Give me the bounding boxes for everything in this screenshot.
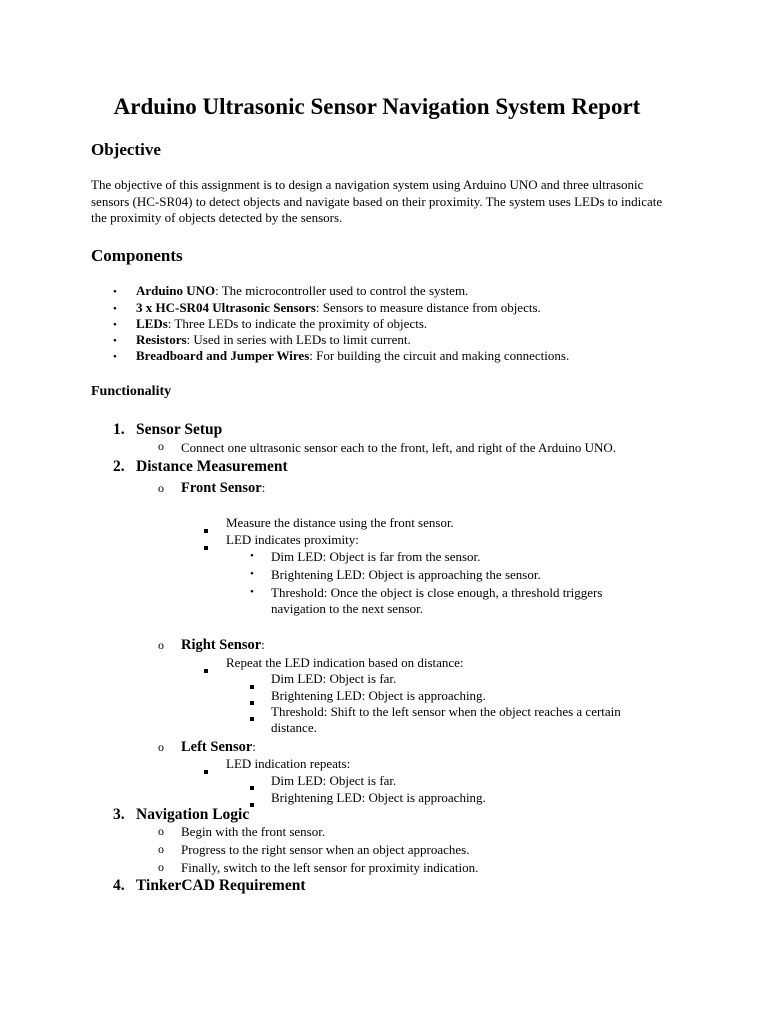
bullet-icon: • xyxy=(250,568,254,580)
page-title: Arduino Ultrasonic Sensor Navigation System Report xyxy=(113,94,641,119)
step-title: TinkerCAD Requirement xyxy=(136,877,306,894)
sensor-label: Left Sensor xyxy=(181,739,253,755)
list-item-continuation: distance. xyxy=(271,720,317,735)
component-name: 3 x HC-SR04 Ultrasonic Sensors xyxy=(136,300,316,315)
list-item xyxy=(113,332,411,348)
step-title: Navigation Logic xyxy=(136,806,250,823)
circle-bullet-icon: o xyxy=(158,740,164,754)
bullet-icon: • xyxy=(113,319,117,331)
components-heading: Components xyxy=(91,246,183,265)
list-item: Progress to the right sensor when an object approaches. xyxy=(181,842,470,857)
bullet-icon: • xyxy=(113,335,117,347)
component-name: Arduino UNO xyxy=(136,283,216,298)
sensor-subheading: Left Sensor: xyxy=(181,739,256,755)
component-name: Breadboard and Jumper Wires xyxy=(136,348,310,363)
list-item xyxy=(113,316,428,332)
list-item: Finally, switch to the left sensor for proximity indication. xyxy=(181,860,479,875)
circle-bullet-icon: o xyxy=(158,439,164,453)
step-number: 2. xyxy=(113,458,125,475)
step-number: 3. xyxy=(113,806,125,823)
step-title: Distance Measurement xyxy=(136,458,288,475)
circle-bullet-icon: o xyxy=(158,842,164,856)
list-item xyxy=(113,283,469,299)
square-bullet-icon xyxy=(250,777,254,795)
square-bullet-icon xyxy=(204,761,208,779)
component-desc: : The microcontroller used to control the system. xyxy=(215,283,469,298)
list-item: Dim LED: Object is far from the sensor. xyxy=(271,549,481,564)
list-item: LED indication repeats: xyxy=(226,756,351,771)
list-item: Brightening LED: Object is approaching. xyxy=(271,790,486,805)
component-desc: : Three LEDs to indicate the proximity of objects. xyxy=(167,316,428,331)
circle-bullet-icon: o xyxy=(158,481,164,495)
list-item: Begin with the front sensor. xyxy=(181,824,326,839)
sensor-subheading: Right Sensor: xyxy=(181,637,265,653)
bullet-icon: • xyxy=(250,550,254,562)
list-item xyxy=(113,300,541,316)
functionality-heading: Functionality xyxy=(91,384,172,399)
bullet-icon: • xyxy=(113,303,117,315)
circle-bullet-icon: o xyxy=(158,638,164,652)
bullet-icon: • xyxy=(113,351,117,363)
component-desc: : For building the circuit and making connections. xyxy=(309,348,570,363)
objective-heading: Objective xyxy=(91,140,161,159)
component-name: LEDs xyxy=(136,316,168,331)
square-bullet-icon xyxy=(204,660,208,678)
objective-paragraph: The objective of this assignment is to design a navigation system using Arduino UNO and three ultrasonic sensors (HC-SR04) to detect objects and navigate based on their proximity. The system uses LEDs to indicate the proximity of objects detected by the sensors. xyxy=(91,177,663,225)
circle-bullet-icon: o xyxy=(158,860,164,874)
square-bullet-icon xyxy=(204,520,208,538)
component-desc: : Sensors to measure distance from objects. xyxy=(315,300,541,315)
list-item: Dim LED: Object is far. xyxy=(271,773,397,788)
sensor-subheading: Front Sensor: xyxy=(181,480,266,496)
list-item: Dim LED: Object is far. xyxy=(271,671,397,686)
list-item-continuation: navigation to the next sensor. xyxy=(271,601,424,616)
list-item: Brightening LED: Object is approaching the sensor. xyxy=(271,567,541,582)
circle-bullet-icon: o xyxy=(158,824,164,838)
square-bullet-icon xyxy=(250,708,254,726)
sensor-label: Right Sensor xyxy=(181,637,262,653)
list-item: Brightening LED: Object is approaching. xyxy=(271,688,486,703)
component-name: Resistors xyxy=(136,332,187,347)
step-number: 1. xyxy=(113,421,125,438)
step-title: Sensor Setup xyxy=(136,421,223,438)
list-item: Repeat the LED indication based on distance: xyxy=(226,655,464,670)
list-item: Threshold: Shift to the left sensor when the object reaches a certain xyxy=(271,704,621,719)
list-item: Threshold: Once the object is close enough, a threshold triggers xyxy=(271,585,603,600)
square-bullet-icon xyxy=(204,537,208,555)
list-item: LED indicates proximity: xyxy=(226,532,359,547)
list-item xyxy=(113,348,570,364)
list-item: Connect one ultrasonic sensor each to the front, left, and right of the Arduino UNO. xyxy=(181,440,617,455)
list-item: Measure the distance using the front sensor. xyxy=(226,515,454,530)
square-bullet-icon xyxy=(250,794,254,812)
step-number: 4. xyxy=(113,877,125,894)
sensor-label: Front Sensor xyxy=(181,480,262,496)
bullet-icon: • xyxy=(250,586,254,598)
component-desc: : Used in series with LEDs to limit current. xyxy=(186,332,411,347)
bullet-icon: • xyxy=(113,286,117,298)
